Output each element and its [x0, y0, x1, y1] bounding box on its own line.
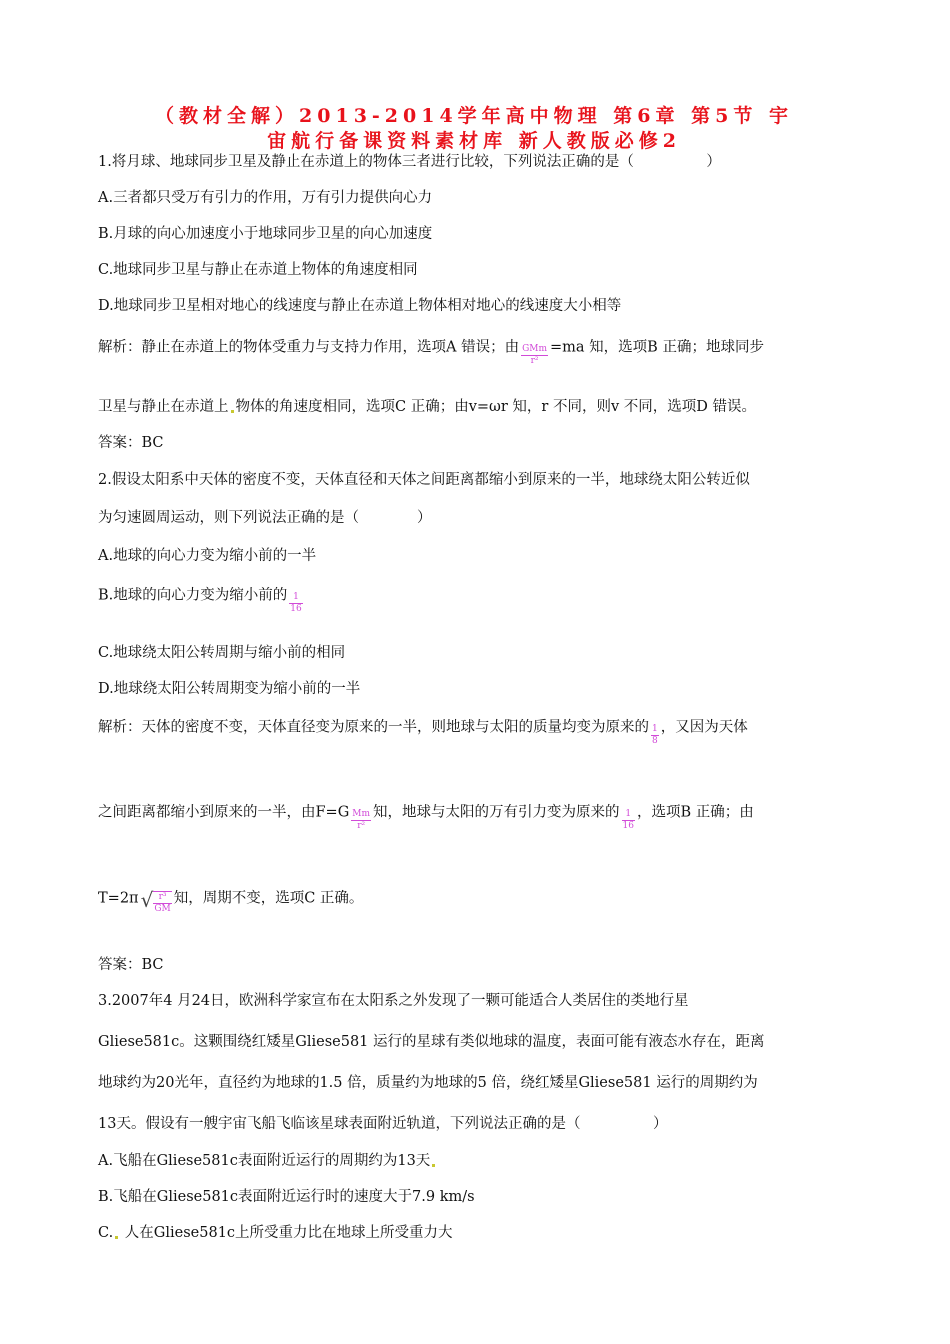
q2-option-b-fraction — [289, 592, 302, 615]
q1-option-c: C.地球同步卫星与静止在赤道上物体的角速度相同 — [98, 262, 418, 278]
q3-option-a — [98, 1151, 437, 1171]
q2-period-sqrt — [141, 890, 174, 915]
sqrt-radical-icon: √ — [140, 888, 154, 912]
q2-analysis-text-2b: 知，地球与太阳的万有引力变为原来的 — [373, 804, 620, 821]
q2-option-b — [98, 584, 305, 614]
fraction-denominator: 16 — [290, 604, 302, 614]
document-title-line-2: 宙航行备课资料素材库 新人教版必修2 — [267, 130, 681, 152]
q2-stem-line-1: 2.假设太阳系中天体的密度不变，天体直径和天体之间距离都缩小到原来的一半，地球绕太阳公转近似 — [98, 472, 750, 488]
q2-analysis-text-3a: T=2π — [98, 890, 139, 907]
q2-analysis-text-2a: 之间距离都缩小到原来的一半，由F=G — [98, 804, 350, 821]
q2-answer: 答案：BC — [98, 957, 164, 973]
fraction-numerator: 1 — [652, 724, 658, 734]
fraction-numerator: Mm — [352, 809, 371, 819]
q1-analysis-text: 解析：静止在赤道上的物体受重力与支持力作用，选项A 错误；由 — [98, 339, 520, 356]
q1-answer: 答案：BC — [98, 435, 164, 451]
document-title-line-1: （教材全解）2013-2014学年高中物理 第6章 第5节 宇 — [155, 105, 793, 127]
q1-stem: 1.将月球、地球同步卫星及静止在赤道上的物体三者进行比较，下列说法正确的是（ ） — [98, 154, 721, 170]
q2-option-d: D.地球绕太阳公转周期变为缩小前的一半 — [98, 681, 361, 697]
q1-analysis-text-cont: =ma 知，选项B 正确；地球同步 — [550, 339, 764, 356]
q3-option-b: B.飞船在Gliese581c表面附近运行时的速度大于7.9 km/s — [98, 1189, 475, 1205]
q2-analysis-line-1 — [98, 716, 748, 746]
q2-gravity-fraction — [351, 809, 371, 832]
fraction-denominator: 16 — [622, 821, 634, 831]
q2-analysis-text-1a: 解析：天体的密度不变，天体直径变为原来的一半，则地球与太阳的质量均变为原来的 — [98, 719, 649, 736]
q3-stem-line-1: 3.2007年4 月24日，欧洲科学家宣布在太阳系之外发现了一颗可能适合人类居住的类地行星 — [98, 993, 689, 1009]
q2-fraction-one-eighth — [651, 724, 659, 747]
q1-analysis-line-1 — [98, 336, 764, 366]
q1-option-d: D.地球同步卫星相对地心的线速度与静止在赤道上物体相对地心的线速度大小相等 — [98, 298, 622, 314]
scan-dot-mark — [115, 1236, 118, 1239]
q1-analysis-text-2b: 物体的角速度相同，选项C 正确；由v=ωr 知，r 不同，则v 不同，选项D 错误。 — [235, 399, 756, 415]
q2-analysis-text-2c: ，选项B 正确；由 — [637, 804, 754, 821]
q2-analysis-line-2 — [98, 801, 754, 831]
q2-fraction-one-sixteenth — [622, 809, 635, 832]
q1-analysis-line-2 — [98, 397, 756, 417]
fraction-numerator: 1 — [622, 809, 635, 821]
q1-gravity-fraction — [521, 344, 548, 367]
q1-option-b: B.月球的向心加速度小于地球同步卫星的向心加速度 — [98, 226, 433, 242]
q3-stem-line-3: 地球约为20光年，直径约为地球的1.5 倍，质量约为地球的5 倍，绕红矮星Gliese581 运行的周期约为 — [98, 1075, 758, 1091]
q2-option-c: C.地球绕太阳公转周期与缩小前的相同 — [98, 645, 346, 661]
fraction-denominator: 8 — [652, 736, 658, 746]
scan-dot-mark — [231, 410, 234, 413]
q2-option-a: A.地球的向心力变为缩小前的一半 — [98, 548, 317, 564]
q3-option-a-text: A.飞船在Gliese581c表面附近运行的周期约为13天 — [98, 1153, 431, 1169]
fraction-denominator: r² — [357, 821, 366, 831]
q1-fraction-numerator: GMm — [522, 344, 548, 354]
q3-option-c — [98, 1223, 453, 1243]
q2-analysis-text-3b: 知，周期不变，选项C 正确。 — [173, 890, 364, 907]
q3-option-c-prefix: C. — [98, 1225, 114, 1241]
q2-sqrt-fraction — [153, 891, 171, 915]
fraction-numerator: r³ — [153, 892, 171, 904]
q2-stem-line-2: 为匀速圆周运动，则下列说法正确的是（ ） — [98, 510, 432, 526]
q3-stem-line-2: Gliese581c。这颗围绕红矮星Gliese581 运行的星球有类似地球的温度，表面可能有液态水存在，距离 — [98, 1034, 765, 1050]
q2-option-b-text: B.地球的向心力变为缩小前的 — [98, 587, 288, 604]
fraction-denominator: GM — [154, 904, 171, 914]
q3-stem-line-4: 13天。假设有一艘宇宙飞船飞临该星球表面附近轨道，下列说法正确的是（ ） — [98, 1116, 668, 1132]
q3-option-c-text: 人在Gliese581c上所受重力比在地球上所受重力大 — [124, 1225, 453, 1241]
q2-analysis-text-1b: ，又因为天体 — [660, 719, 748, 736]
q1-fraction-denominator: r² — [530, 356, 539, 366]
scan-dot-mark — [432, 1164, 435, 1167]
q2-analysis-line-3 — [98, 886, 364, 914]
fraction-numerator: 1 — [289, 592, 302, 604]
q1-option-a: A.三者都只受万有引力的作用，万有引力提供向心力 — [98, 190, 433, 206]
q1-analysis-text-2a: 卫星与静止在赤道上 — [98, 399, 229, 415]
